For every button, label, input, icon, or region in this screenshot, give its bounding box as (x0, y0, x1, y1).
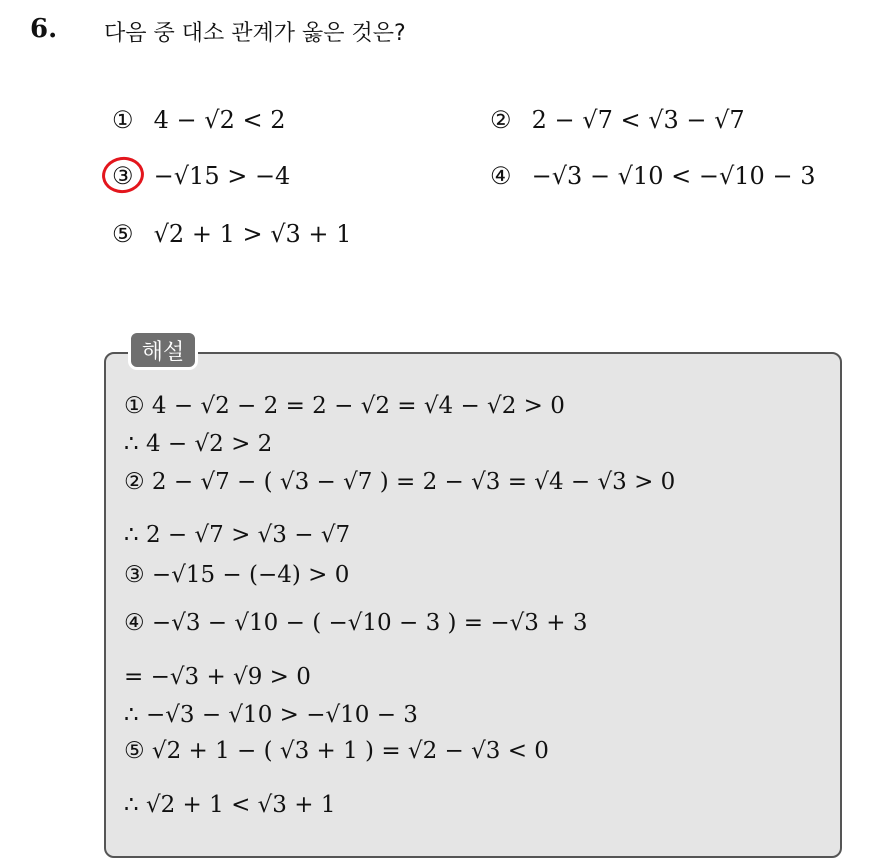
choice-1[interactable] (112, 106, 285, 134)
choice-4[interactable] (490, 162, 815, 190)
solution-line-10: ∴ √2 + 1 < √3 + 1 (124, 792, 336, 818)
choice-expression: −√3 − √10 < −√10 − 3 (531, 162, 816, 190)
solution-line-4: ∴ 2 − √7 > √3 − √7 (124, 522, 351, 548)
choice-mark: ② (490, 106, 512, 134)
question-number: 6. (30, 14, 58, 44)
solution-line-9: ⑤ √2 + 1 − ( √3 + 1 ) = √2 − √3 < 0 (124, 738, 549, 764)
choice-expression: 2 − √7 < √3 − √7 (531, 106, 745, 134)
choice-5[interactable] (112, 220, 351, 248)
choice-mark: ③ (112, 162, 134, 190)
question-text: 다음 중 대소 관계가 옳은 것은? (104, 21, 406, 46)
choice-mark: ⑤ (112, 220, 134, 248)
choice-expression: √2 + 1 > √3 + 1 (153, 220, 352, 248)
choice-2[interactable] (490, 106, 745, 134)
solution-line-3: ② 2 − √7 − ( √3 − √7 ) = 2 − √3 = √4 − √3 > 0 (124, 469, 676, 495)
solution-line-6: ④ −√3 − √10 − ( −√10 − 3 ) = −√3 + 3 (124, 610, 588, 636)
solution-line-5: ③ −√15 − (−4) > 0 (124, 562, 350, 588)
solution-line-2: ∴ 4 − √2 > 2 (124, 431, 273, 457)
solution-line-1: ① 4 − √2 − 2 = 2 − √2 = √4 − √2 > 0 (124, 393, 565, 419)
choice-mark: ① (112, 106, 134, 134)
solution-box (104, 352, 842, 858)
choice-expression: −√15 > −4 (153, 162, 291, 190)
solution-tab: 해설 (128, 330, 198, 370)
choice-mark: ④ (490, 162, 512, 190)
choice-expression: 4 − √2 < 2 (153, 106, 286, 134)
solution-line-7: = −√3 + √9 > 0 (124, 664, 311, 690)
solution-line-8: ∴ −√3 − √10 > −√10 − 3 (124, 702, 418, 728)
